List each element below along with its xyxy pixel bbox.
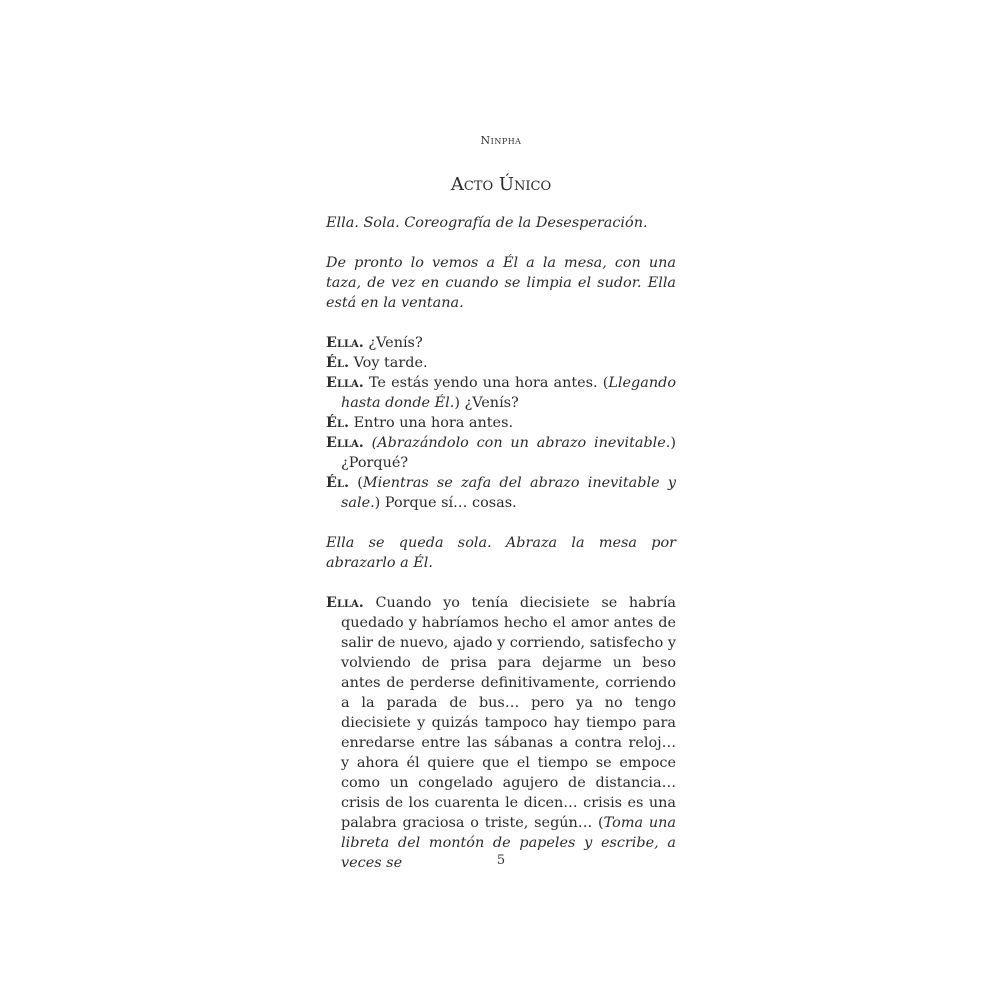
- speaker-name: Él.: [326, 354, 350, 371]
- act-title: Acto Único: [450, 174, 552, 195]
- dialogue-text: Entro una hora antes.: [349, 415, 514, 431]
- dialogue-line: [326, 473, 676, 513]
- stage-direction: Ella se queda sola. Abraza la mesa por abrazarlo a Él.: [326, 535, 676, 571]
- speaker-name: Él.: [326, 474, 350, 491]
- monologue: [326, 593, 676, 873]
- spacer: [326, 513, 676, 533]
- dialogue-line: [326, 433, 676, 473]
- dialogue-line: [326, 373, 676, 413]
- dialogue-text: ) ¿Porqué?: [341, 435, 676, 471]
- stage-direction: Ella. Sola. Coreografía de la Desesperación.: [326, 215, 648, 231]
- stage-aside: Mientras se zafa del abrazo inevitable y sale.: [341, 475, 676, 511]
- dialogue-text: Te estás yendo una hora antes. (: [363, 375, 609, 391]
- stage-direction: De pronto lo vemos a Él a la mesa, con una taza, de vez en cuando se limpia el sudor. Ella está en la ventana.: [326, 255, 676, 311]
- page-number: 5: [496, 853, 506, 868]
- stage-aside: (Abrazándolo con un abrazo inevitable.: [371, 435, 671, 451]
- dialogue-line: [326, 413, 676, 433]
- dialogue-text: ¿Venís?: [363, 335, 423, 351]
- speaker-name: Ella.: [326, 374, 364, 391]
- book-page: [326, 0, 676, 1000]
- dialogue-text: [364, 435, 372, 451]
- dialogue-line: [326, 353, 676, 373]
- speaker-name: Él.: [326, 414, 350, 431]
- stage-aside: Toma una libreta del montón de papeles y escribe, a veces se: [341, 815, 677, 871]
- speaker-name: Ella.: [326, 334, 364, 351]
- dialogue-text: ) ¿Venís?: [454, 395, 519, 411]
- speaker-name: Ella.: [326, 594, 364, 611]
- speaker-name: Ella.: [326, 434, 364, 451]
- stage-aside: Llegando hasta donde Él.: [341, 375, 676, 411]
- running-head: Ninpha: [480, 134, 522, 147]
- dialogue-text: (: [349, 475, 363, 491]
- dialogue-text: ) Porque sí… cosas.: [374, 495, 517, 511]
- dialogue-text: Voy tarde.: [349, 355, 428, 371]
- monologue-text: Cuando yo tenía diecisiete se habría quedado y habríamos hecho el amor antes de salir de nuevo, ajado y corriendo, satisfecho y volviendo de prisa para dejarme un beso antes de perderse definitivamente, corriendo a la parada de bus… pero ya no tengo diecisiete y quizás tampoco hay tiempo para enredarse entre las sábanas a contra reloj… y ahora él quiere que el tiempo se empoce como un congelado agujero de distancia… crisis de los cuarenta le dicen… crisis es una palabra graciosa o triste, según… (: [341, 595, 676, 831]
- dialogue-line: [326, 333, 676, 353]
- play-text: [326, 213, 676, 873]
